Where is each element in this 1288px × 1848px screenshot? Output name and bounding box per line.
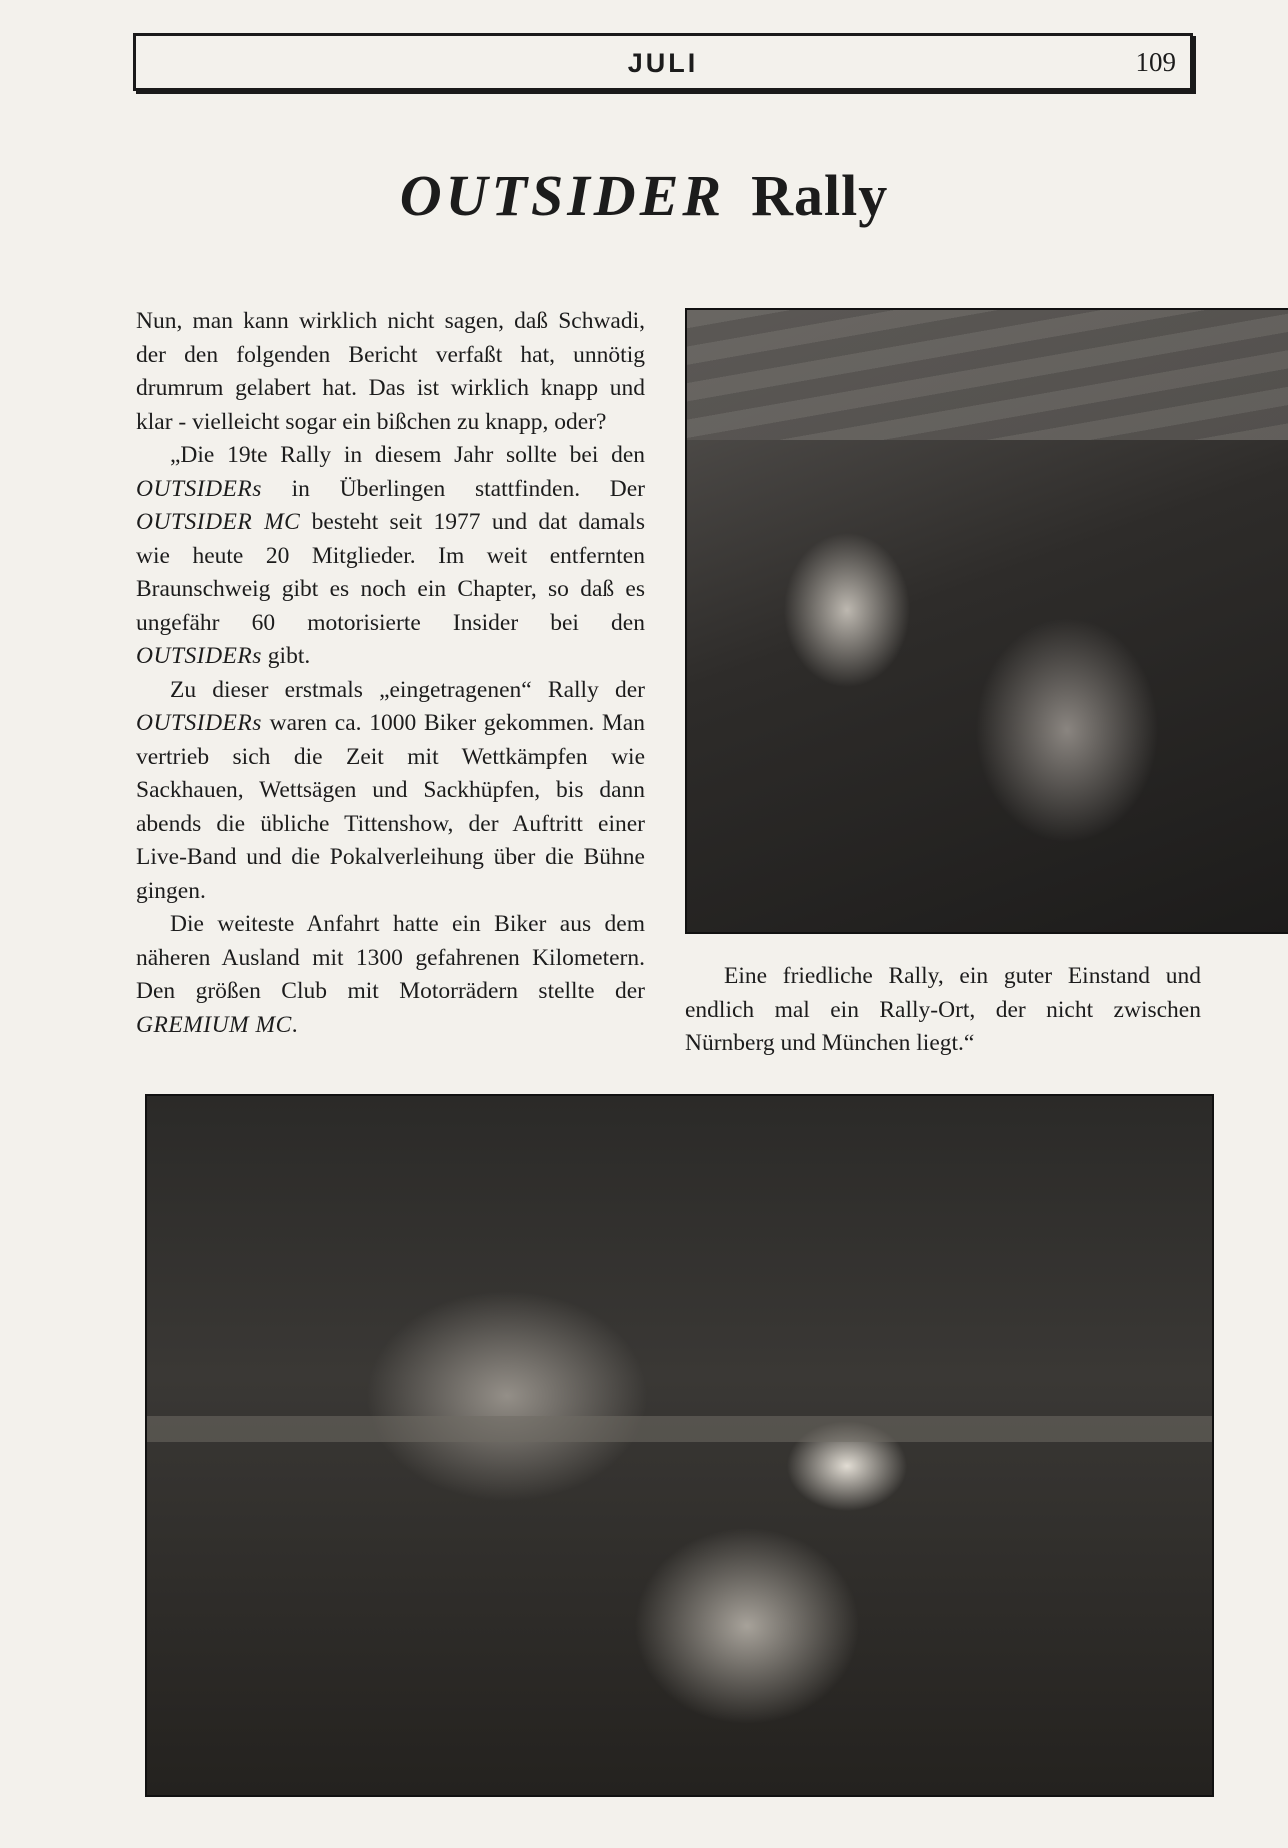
- title-rest: Rally: [751, 163, 889, 228]
- paragraph-intro: Nun, man kann wirklich nicht sagen, daß Schwadi, der den folgenden Bericht verfaßt hat, unnötig drumrum gelabert hat. Das ist wirklich knapp und klar - vielleicht sogar ein bißchen zu knapp, oder?: [136, 308, 645, 435]
- paragraph-3: Zu dieser erstmals „eingetragenen“ Rally der OUTSIDERs waren ca. 1000 Biker gekommen. Man vertrieb sich die Zeit mit Wettkämpfen wie Sackhauen, Wettsägen und Sackhüpfen, bis dann abends die übliche Tittenshow, der Auftritt einer Live-Band und die Pokalverleihung über die Bühne gingen.: [136, 676, 645, 904]
- article-closing: [685, 960, 1201, 1061]
- paragraph-5: Eine friedliche Rally, ein guter Einstand und endlich mal ein Rally-Ort, der nicht zwischen Nürnberg und München liegt.“: [685, 963, 1201, 1056]
- photo-top-right: [685, 308, 1288, 934]
- article-body: [136, 305, 645, 1042]
- running-header: [133, 33, 1193, 91]
- photo-bottom: [145, 1094, 1214, 1797]
- header-month: JULI: [627, 48, 699, 78]
- title-emphasis: OUTSIDER: [399, 163, 726, 228]
- paragraph-4: Die weiteste Anfahrt hatte ein Biker aus dem näheren Ausland mit 1300 gefahrenen Kilometern. Den größen Club mit Motorrädern stellte der GREMIUM MC.: [136, 911, 645, 1038]
- paragraph-2: „Die 19te Rally in diesem Jahr sollte bei den OUTSIDERs in Überlingen stattfinden. Der OUTSIDER MC besteht seit 1977 und dat damals wie heute 20 Mitglieder. Im weit entfernten Braunschweig gibt es noch ein Chapter, so daß es ungefähr 60 motorisierte Insider bei den OUTSIDERs gibt.: [136, 442, 645, 669]
- article-title: [0, 162, 1288, 229]
- page-number: 109: [1135, 47, 1176, 77]
